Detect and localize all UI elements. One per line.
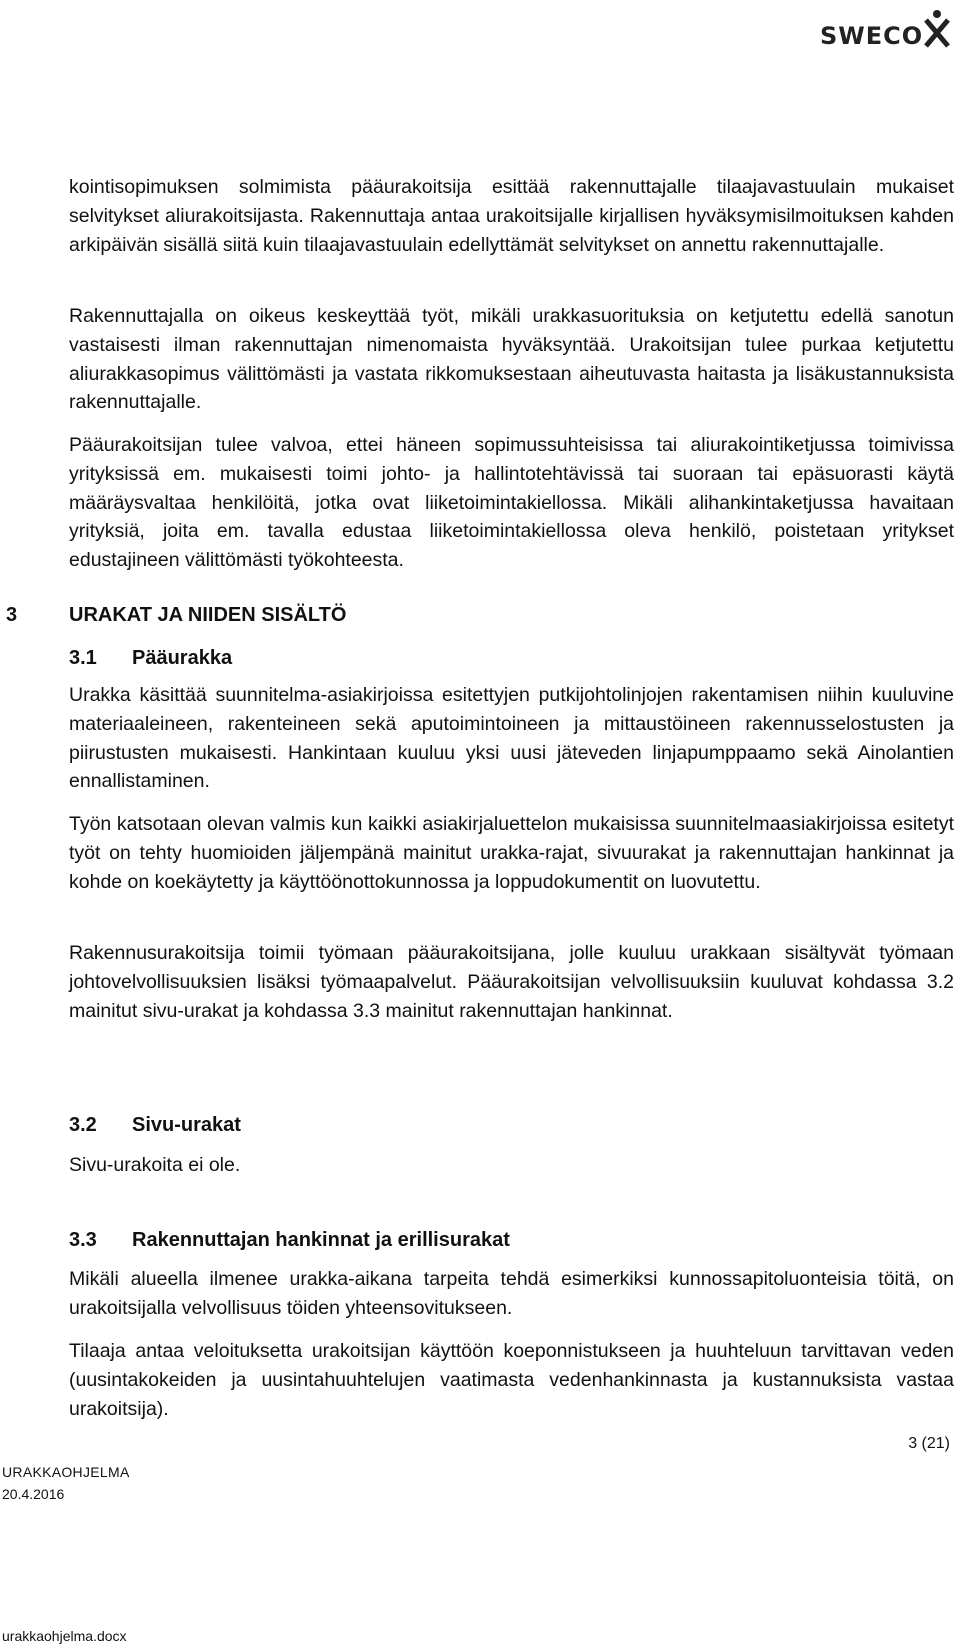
page-number: 3 (21)	[908, 1435, 950, 1452]
paragraph-business-ban-monitoring: Pääurakoitsijan tulee valvoa, ettei häneen sopimussuhteisissa tai aliurakointiketjussa toimivissa yrityksissä em. mukaisesti toimi johto- ja hallintotehtävissä tai suoraan tai epäsuorasti käytä määräysvaltaa henkilöitä, jotka ovat liiketoimintakiellossa. Mikäli alihankintaketjussa havaitaan yrityksiä, joita em. tavalla edustaa liiketoimintakiellossa oleva henkilö, poistetaan yritykset edustajineen välittömästi työkohteesta.	[69, 434, 954, 572]
sweco-symbol-icon	[920, 8, 954, 50]
paragraph-coordination-duty: Mikäli alueella ilmenee urakka-aikana tarpeita tehdä esimerkiksi kunnossapitoluonteisia töitä, on urakoitsijalla velvollisuus töiden yhteensovitukseen.	[69, 1268, 954, 1319]
subsection-heading-3-1	[69, 647, 232, 670]
paragraph-main-contractor-duties: Rakennusurakoitsija toimii työmaan pääurakoitsijana, jolle kuuluu urakkaan sisältyvät työmaan johtovelvollisuuksien lisäksi työmaapalvelut. Pääurakoitsijan velvollisuuksiin kuuluvat kohdassa 3.2 mainitut sivu-urakat ja kohdassa 3.3 mainitut rakennuttajan hankinnat.	[69, 942, 954, 1022]
footer-document-title: URAKKAOHJELMA	[2, 1464, 130, 1480]
paragraph-water-supply: Tilaaja antaa veloituksetta urakoitsijan käyttöön koeponnistukseen ja huuhteluun tarvittavan veden (uusintakokeiden ja uusintahuuhtelujen vaatimasta vedenhankinnasta ja kustannuksista vastaa urakoitsija).	[69, 1340, 954, 1420]
section-number: 3	[6, 604, 18, 626]
subsection-title: Sivu-urakat	[132, 1114, 241, 1136]
subsection-number: 3.2	[69, 1114, 97, 1136]
sweco-logo	[820, 6, 952, 52]
paragraph-no-side-contracts: Sivu-urakoita ei ole.	[69, 1154, 241, 1176]
paragraph-contract-scope: Urakka käsittää suunnitelma-asiakirjoissa esitettyjen putkijohtolinjojen rakentamisen niihin kuuluvine materiaaleineen, rakenteineen sekä aputoimintoineen ja mittaustöineen rakennusselostusten ja piirustusten mukaisesti. Hankintaan kuuluu yksi uusi jäteveden linjapumppaamo sekä Ainolantien ennallistaminen.	[69, 684, 954, 793]
subsection-title: Pääurakka	[132, 647, 233, 669]
subsection-title: Rakennuttajan hankinnat ja erillisurakat	[132, 1229, 510, 1251]
logo-text: SWECO	[820, 22, 924, 50]
paragraph-subcontract-approval: kointisopimuksen solmimista pääurakoitsija esittää rakennuttajalle tilaajavastuulain mukaiset selvitykset aliurakoitsijasta. Rakennuttaja antaa urakoitsijalle kirjallisen hyväksymisilmoituksen kahden arkipäivän sisällä siitä kuin tilaajavastuulain edellyttämät selvitykset on annettu rakennuttajalle.	[69, 176, 954, 256]
footer-date: 20.4.2016	[2, 1486, 65, 1502]
paragraph-right-to-suspend: Rakennuttajalla on oikeus keskeyttää työt, mikäli urakkasuorituksia on ketjutettu edellä sanotun vastaisesti ilman rakennuttajan nimenomaista hyväksyntää. Urakoitsijan tulee purkaa ketjutettu aliurakkasopimus välittömästi ja vastata rikkomuksestaan aiheutuvasta haitasta ja lisäkustannuksista rakennuttajalle.	[69, 305, 954, 414]
subsection-number: 3.1	[69, 647, 97, 669]
section-title: URAKAT JA NIIDEN SISÄLTÖ	[69, 604, 347, 626]
footer-filename: urakkaohjelma.docx	[2, 1628, 127, 1644]
subsection-heading-3-3	[69, 1229, 510, 1252]
paragraph-completion-criteria: Työn katsotaan olevan valmis kun kaikki asiakirjaluettelon mukaisissa suunnitelmaasiakirjoissa esitetyt työt on tehty huomioiden jäljempänä mainitut urakka-rajat, sivuurakat ja rakennuttajan hankinnat ja kohde on koekäytetty ja käyttöönottokunnossa ja loppudokumentit on luovutettu.	[69, 813, 954, 893]
section-heading-3	[6, 604, 346, 627]
subsection-number: 3.3	[69, 1229, 97, 1251]
subsection-heading-3-2	[69, 1114, 241, 1137]
